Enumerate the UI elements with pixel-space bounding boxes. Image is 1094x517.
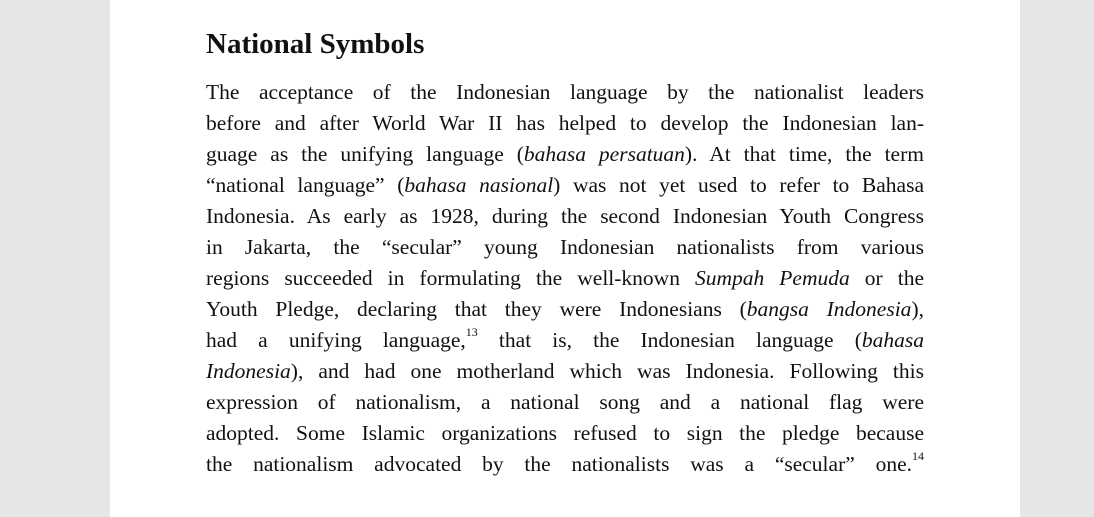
text-run: ), and had one motherland which was Indonesia. Following this <box>290 359 924 383</box>
text-run: had a unifying language, <box>206 328 466 352</box>
paragraph-line <box>206 108 924 139</box>
italic-term: Indonesia <box>206 359 291 383</box>
paragraph-line <box>206 170 924 201</box>
text-run: ). At that time, the term <box>684 142 924 166</box>
text-run: regions succeeded in formulating the well-known <box>206 266 695 290</box>
paragraph-line <box>206 294 924 325</box>
text-run: expression of nationalism, a national song and a national flag were <box>206 390 924 414</box>
paragraph-line <box>206 201 924 232</box>
text-run: the nationalism advocated by the nationalists was a “secular” one. <box>206 452 912 476</box>
paragraph-line <box>206 77 924 108</box>
footnote-reference: 14 <box>912 448 924 463</box>
paragraph-line <box>206 387 924 418</box>
text-run: before and after World War II has helped to develop the Indonesian lan- <box>206 111 924 135</box>
paragraph-line <box>206 325 924 356</box>
italic-term: bangsa Indonesia <box>746 297 912 321</box>
footnote-reference: 13 <box>465 324 478 339</box>
text-run: that is, the Indonesian language ( <box>477 328 862 352</box>
text-run: or the <box>849 266 924 290</box>
text-run: ), <box>911 297 924 321</box>
text-run: The acceptance of the Indonesian language by the nationalist leaders <box>206 80 924 104</box>
body-paragraph <box>206 77 924 480</box>
paragraph-line <box>206 418 924 449</box>
text-run: Youth Pledge, declaring that they were Indonesians ( <box>206 297 747 321</box>
paragraph-line <box>206 449 924 480</box>
paragraph-line <box>206 232 924 263</box>
text-run: ) was not yet used to refer to Bahasa <box>553 173 925 197</box>
italic-term: bahasa nasional <box>404 173 554 197</box>
paragraph-line <box>206 263 924 294</box>
text-run: in Jakarta, the “secular” young Indonesian nationalists from various <box>206 235 924 259</box>
text-run: Indonesia. As early as 1928, during the second Indonesian Youth Congress <box>206 204 924 228</box>
italic-term: Sumpah Pemuda <box>695 266 850 290</box>
italic-term: bahasa <box>861 328 924 352</box>
paragraph-line <box>206 139 924 170</box>
text-run: guage as the unifying language ( <box>206 142 524 166</box>
text-run: “national language” ( <box>206 173 405 197</box>
italic-term: bahasa persatuan <box>523 142 685 166</box>
paragraph-line <box>206 356 924 387</box>
section-heading: National Symbols <box>206 28 425 60</box>
text-run: adopted. Some Islamic organizations refused to sign the pledge because <box>206 421 924 445</box>
